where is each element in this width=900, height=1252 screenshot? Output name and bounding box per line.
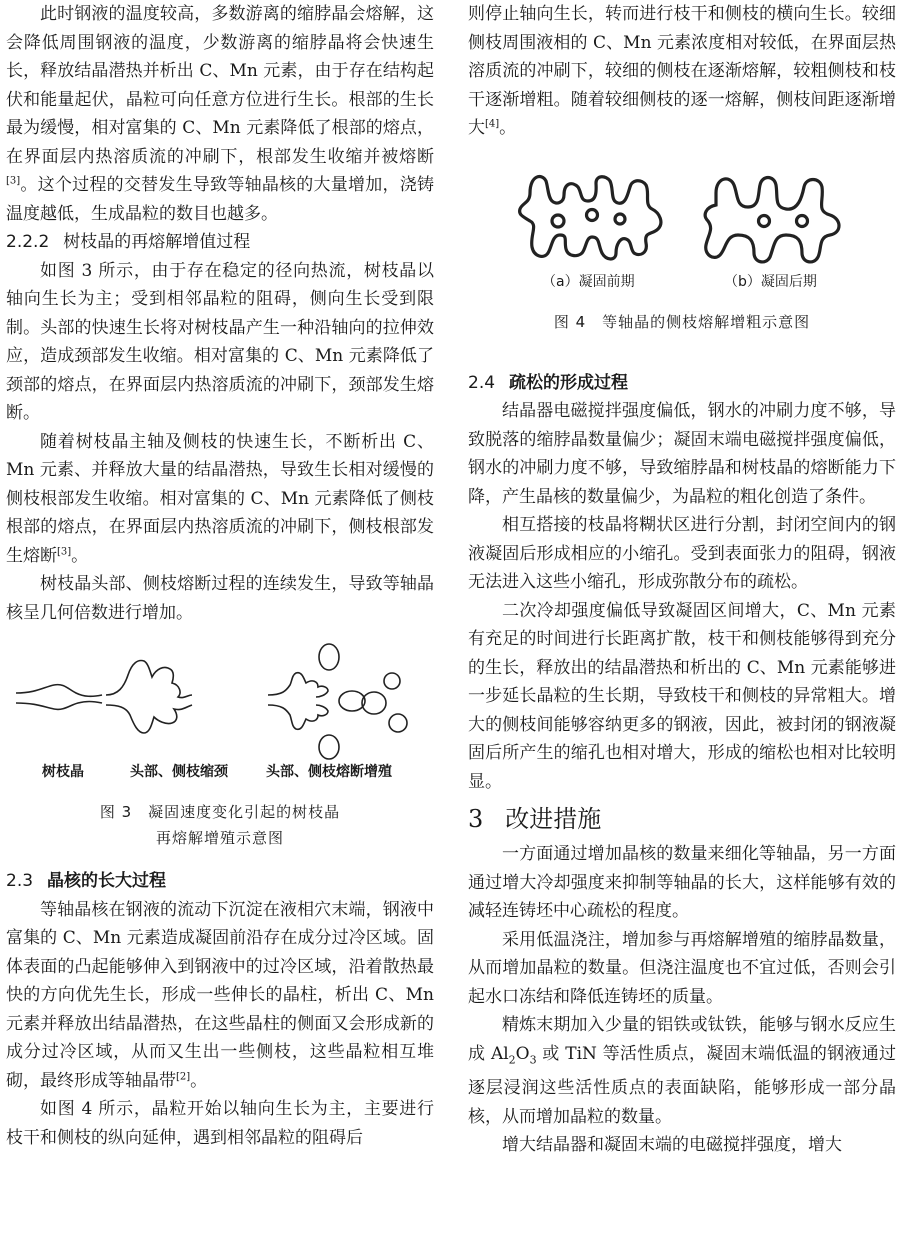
- paragraph: 采用低温浇注，增加参与再熔解增殖的缩脖晶数量，从而增加晶粒的数量。但浇注温度也不宜过低，否则会引起水口冻结和降低连铸坯的质量。: [468, 929, 896, 1007]
- figure-3-caption: 图 3 凝固速度变化引起的树枝晶 再熔解增殖示意图: [99, 803, 341, 847]
- figure-4-label-b: （b）凝固后期: [724, 273, 817, 290]
- paragraph: 二次冷却强度偏低导致凝固区间增大，C、Mn 元素有充足的时间进行长距离扩散，枝干和侧枝能够得到充分的生长，释放出的结晶潜热和析出的 C、Mn 元素能够进一步延长晶粒的生长期，导致枝干和侧枝的异常粗大。增大的侧枝间能够容纳更多的钢液，因此，被封闭的钢液凝固后所产生的缩孔也相对增大，形成的缩松也相对比较明显。: [468, 600, 896, 792]
- figure-4-drawing: [468, 153, 896, 271]
- paragraph: 等轴晶核在钢液的流动下沉淀在液相穴末端，钢液中富集的 C、Mn 元素造成凝固前沿存在成分过冷区域。固体表面的凸起能够伸入到钢液中的过冷区域，沿着散热最快的方向优先生长，形成一些伸长的晶柱，析出 C、Mn 元素并释放出结晶潜热，在这些晶柱的侧面又会形成新的成分过冷区域，从而又生出一些侧枝，这些晶粒相互堆砌，最终形成等轴晶带[2]。: [6, 899, 434, 1091]
- figure-3-drawing: [6, 641, 434, 761]
- figure-3: [6, 641, 434, 761]
- figure-3-labels: [6, 761, 434, 787]
- figure-3-label-breaking: 头部、侧枝熔断增殖: [266, 764, 392, 780]
- left-column: [6, 0, 434, 1152]
- paragraph: 如图 4 所示，晶粒开始以轴向生长为主，主要进行枝干和侧枝的纵向延伸，遇到相邻晶粒的阻碍后: [6, 1099, 434, 1148]
- right-column: [468, 0, 896, 1160]
- paragraph: 如图 3 所示，由于存在稳定的径向热流，树枝晶以轴向生长为主；受到相邻晶粒的阻碍，侧向生长受到限制。头部的快速生长将对树枝晶产生一种沿轴向的拉伸效应，造成颈部发生收缩。相对富集的 C、Mn 元素降低了颈部的熔点，在界面层内热溶质流的冲刷下，颈部发生熔断。: [6, 260, 434, 423]
- figure-4: [468, 153, 896, 271]
- paragraph: 精炼末期加入少量的铝铁或钛铁，能够与钢水反应生成 $Al_2O_3$ 或 TiN 等活性质点，凝固末端低温的钢液通过逐层浸润这些活性质点的表面缺陷，能够形成一部分晶核，从而增加晶粒的数量。: [468, 1015, 896, 1127]
- paragraph: 此时钢液的温度较高，多数游离的缩脖晶会熔解，这会降低周围钢液的温度，少数游离的缩脖晶将会快速生长，释放结晶潜热并析出 C、Mn 元素，由于存在结构起伏和能量起伏，晶粒可向任意方位进行生长。根部的生长最为缓慢，相对富集的 C、Mn 元素降低了根部的熔点，在界面层内热溶质流的冲刷下，根部发生收缩并被熔断[3]。这个过程的交替发生导致等轴晶核的大量增加，浇铸温度越低，生成晶粒的数目也越多。: [6, 4, 434, 224]
- section-heading-2-4: 2.4 疏松的形成过程: [468, 372, 629, 393]
- paragraph: 树枝晶头部、侧枝熔断过程的连续发生，导致等轴晶核呈几何倍数进行增加。: [6, 574, 434, 623]
- paragraph: 相互搭接的枝晶将糊状区进行分割，封闭空间内的钢液凝固后形成相应的小缩孔。受到表面张力的阻碍，钢液无法进入这些小缩孔，形成弥散分布的疏松。: [468, 515, 896, 592]
- section-heading-2-2-2: 2.2.2 树枝晶的再熔解增值过程: [6, 232, 251, 252]
- figure-4-label-a: （a）凝固前期: [542, 273, 635, 290]
- figure-3-label-necking: 头部、侧枝缩颈: [130, 764, 228, 780]
- paragraph: 随着树枝晶主轴及侧枝的快速生长，不断析出 C、Mn 元素、并释放大量的结晶潜热，导致生长相对缓慢的侧枝根部发生收缩。相对富集的 C、Mn 元素降低了侧枝根部的熔点，在界面层内热溶质流的冲刷下，侧枝根部发生熔断[3]。: [6, 431, 434, 566]
- figure-4-labels: [468, 271, 896, 295]
- figure-4-caption: 图 4 等轴晶的侧枝熔解增粗示意图: [553, 312, 811, 331]
- paragraph: 则停止轴向生长，转而进行枝干和侧枝的横向生长。较细侧枝周围液相的 C、Mn 元素浓度相对较低，在界面层热溶质流的冲刷下，较细的侧枝在逐渐熔解，较粗侧枝和枝干逐渐增粗。随着较细侧枝的逐一熔解，侧枝间距逐渐增大[4]。: [468, 4, 896, 138]
- figure-3-label-dendrite: 树枝晶: [42, 764, 84, 780]
- section-heading-2-3: 2.3 晶核的长大过程: [6, 871, 167, 891]
- paragraph: 一方面通过增加晶核的数量来细化等轴晶，另一方面通过增大冷却强度来抑制等轴晶的长大，这样能够有效的减轻连铸坯中心疏松的程度。: [468, 844, 896, 921]
- paragraph: 结晶器电磁搅拌强度偏低，钢水的冲刷力度不够，导致脱落的缩脖晶数量偏少；凝固末端电磁搅拌强度偏低，钢水的冲刷力度不够，导致缩脖晶和树枝晶的熔断能力下降，产生晶核的数量偏少，为晶粒的粗化创造了条件。: [468, 401, 896, 507]
- paragraph: 增大结晶器和凝固末端的电磁搅拌强度，增大: [502, 1135, 842, 1156]
- section-heading-3: 3 改进措施: [468, 805, 602, 833]
